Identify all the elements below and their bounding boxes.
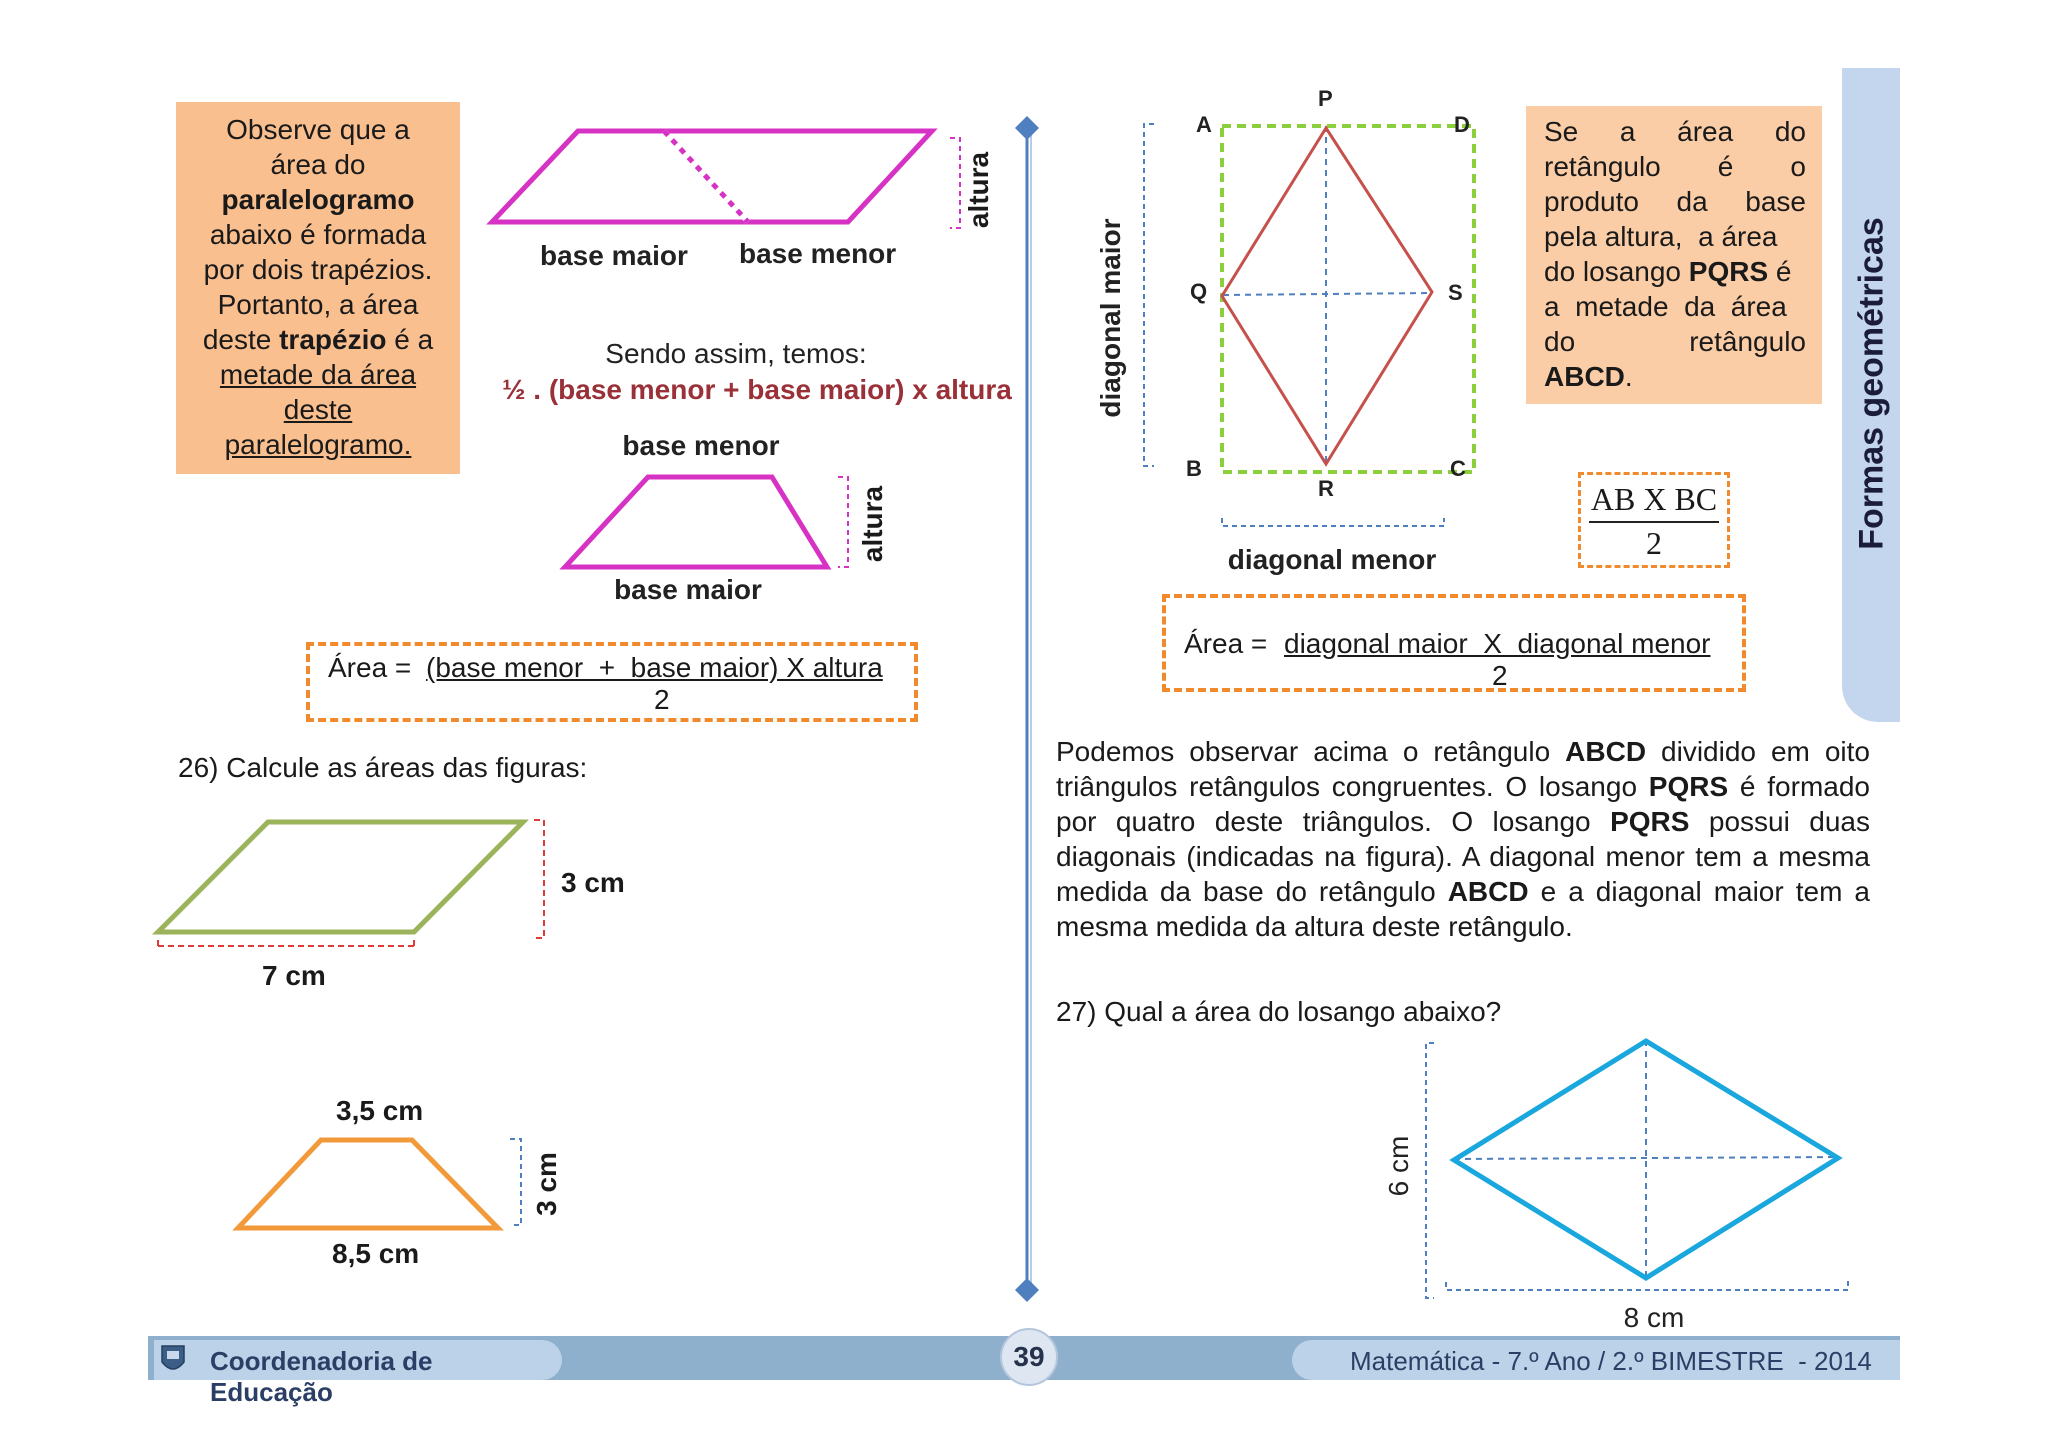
q27-width-label: 8 cm <box>1623 1302 1685 1333</box>
q26-fig2-height: 3 cm <box>531 1152 562 1216</box>
divider-diamond-icon <box>1015 116 1039 140</box>
right-note-line: pela altura, a área <box>1544 221 1778 252</box>
explanation-paragraph: Podemos observar acima o retângulo ABCD dividido em oito triângulos retângulos congruentes. O losango PQRS é formado por quatro deste triângulos. O losango PQRS possui duas diagonais (indicadas na figura). A diagonal menor tem a mesma medida da base do retângulo ABCD e a diagonal maior tem a mesma medida da altura deste retângulo. <box>1056 736 1870 942</box>
q27-height-label: 6 cm <box>1383 1135 1414 1197</box>
abbc-fraction-bar <box>1589 521 1719 523</box>
right-note-line: do losango PQRS é <box>1544 256 1792 287</box>
q26-parallelogram <box>158 822 523 932</box>
left-note-line: deste <box>283 394 353 425</box>
side-tab-title: Formas geométricas <box>1852 217 1891 550</box>
footer-right-pill <box>1292 1340 1900 1380</box>
vertex-a: A <box>1196 112 1212 137</box>
page-number: 39 <box>1000 1328 1058 1386</box>
abbc-denominator: 2 <box>1646 525 1662 561</box>
right-note-line: do retângulo <box>1544 326 1806 357</box>
rect-abcd <box>1222 126 1474 472</box>
vertex-d: D <box>1454 112 1470 137</box>
vertex-r: R <box>1318 476 1334 501</box>
abbc-numerator: AB X BC <box>1590 481 1718 517</box>
left-note-line: Portanto, a área <box>217 289 419 320</box>
demo-parallelogram <box>492 131 932 222</box>
base-menor-label: base menor <box>739 238 897 269</box>
vertex-s: S <box>1448 280 1463 305</box>
altura-bracket <box>950 138 960 228</box>
abbc-formula-box <box>1578 472 1730 568</box>
footer-right-text: Matemática - 7.º Ano / 2.º BIMESTRE - 2014 <box>1350 1346 1872 1376</box>
q26-fig1-height: 3 cm <box>561 867 625 898</box>
altura-label: altura <box>963 151 994 229</box>
left-note-line: abaixo é formada <box>209 219 427 250</box>
trap-base-maior-label: base maior <box>614 574 762 605</box>
vertex-p: P <box>1318 86 1333 111</box>
rhombus-formula-numerator: diagonal maior X diagonal menor <box>1284 628 1711 659</box>
rhombus-formula-prefix: Área = <box>1184 628 1268 659</box>
q27-diagonal-horizontal <box>1454 1157 1838 1159</box>
trapezoid-formula-numerator: (base menor + base maior) X altura <box>426 652 883 683</box>
trapezoid-formula-prefix: Área = <box>328 652 412 683</box>
vertex-q: Q <box>1190 279 1208 304</box>
trap-altura-bracket <box>838 477 848 567</box>
trapezoid-formula-denominator: 2 <box>654 684 670 715</box>
demo-trapezoid <box>565 477 827 567</box>
sendo-assim-text: Sendo assim, temos: <box>605 338 867 369</box>
trapezoid-formula-box <box>306 642 918 722</box>
right-note-line: produto da base <box>1544 186 1806 217</box>
footer-left-pill <box>154 1340 562 1407</box>
diagonal-maior-label: diagonal maior <box>1095 218 1126 418</box>
rhombus-formula-box <box>1162 594 1746 692</box>
q26-text: 26) Calcule as áreas das figuras: <box>178 752 588 783</box>
left-note-line: deste trapézio é a <box>202 324 434 355</box>
q27-text: 27) Qual a área do losango abaixo? <box>1056 996 1502 1027</box>
half-formula: ½ . (base menor + base maior) x altura <box>502 374 1012 405</box>
emblem-icon <box>158 1344 188 1376</box>
q26-trapezoid <box>238 1140 498 1228</box>
q27-height-bracket <box>1426 1043 1434 1298</box>
trap-base-menor-label: base menor <box>622 430 780 461</box>
right-note-line: retângulo é o <box>1544 151 1806 182</box>
q26-fig1-base: 7 cm <box>262 960 326 991</box>
q26-fig2-base: 8,5 cm <box>332 1238 420 1269</box>
q26-trap-height-bracket <box>510 1139 521 1225</box>
diagonal-menor-label: diagonal menor <box>1227 544 1437 575</box>
left-note-line: paralelogramo <box>221 184 415 215</box>
divider-diamond-icon <box>1015 1278 1039 1302</box>
footer-left-text: Coordenadoria de Educação <box>210 1346 433 1407</box>
vertex-c: C <box>1450 456 1466 481</box>
q27-width-bracket <box>1446 1280 1848 1290</box>
base-maior-label: base maior <box>540 240 688 271</box>
side-tab <box>1842 68 1900 722</box>
rhombus-diagonal-horizontal <box>1223 293 1432 295</box>
center-divider <box>1010 110 1044 1310</box>
left-note-line: área do <box>270 149 366 180</box>
right-note-line: ABCD. <box>1544 361 1633 392</box>
q26-fig2-top: 3,5 cm <box>336 1095 424 1126</box>
left-note-line: por dois trapézios. <box>203 254 433 285</box>
left-note-line: paralelogramo. <box>224 429 412 460</box>
right-note-line: Se a área do <box>1544 116 1806 147</box>
right-note-line: a metade da área <box>1544 291 1787 322</box>
right-note-box <box>1526 106 1822 404</box>
q26-height-bracket <box>534 820 544 938</box>
left-note-line: Observe que a <box>226 114 410 145</box>
vertex-b: B <box>1186 456 1202 481</box>
trap-altura-label: altura <box>857 485 888 563</box>
diagonal-maior-bracket <box>1144 124 1154 466</box>
rhombus-formula-denominator: 2 <box>1492 660 1508 691</box>
left-note-line: metade da área <box>219 359 417 390</box>
diagonal-menor-bracket <box>1222 518 1444 526</box>
